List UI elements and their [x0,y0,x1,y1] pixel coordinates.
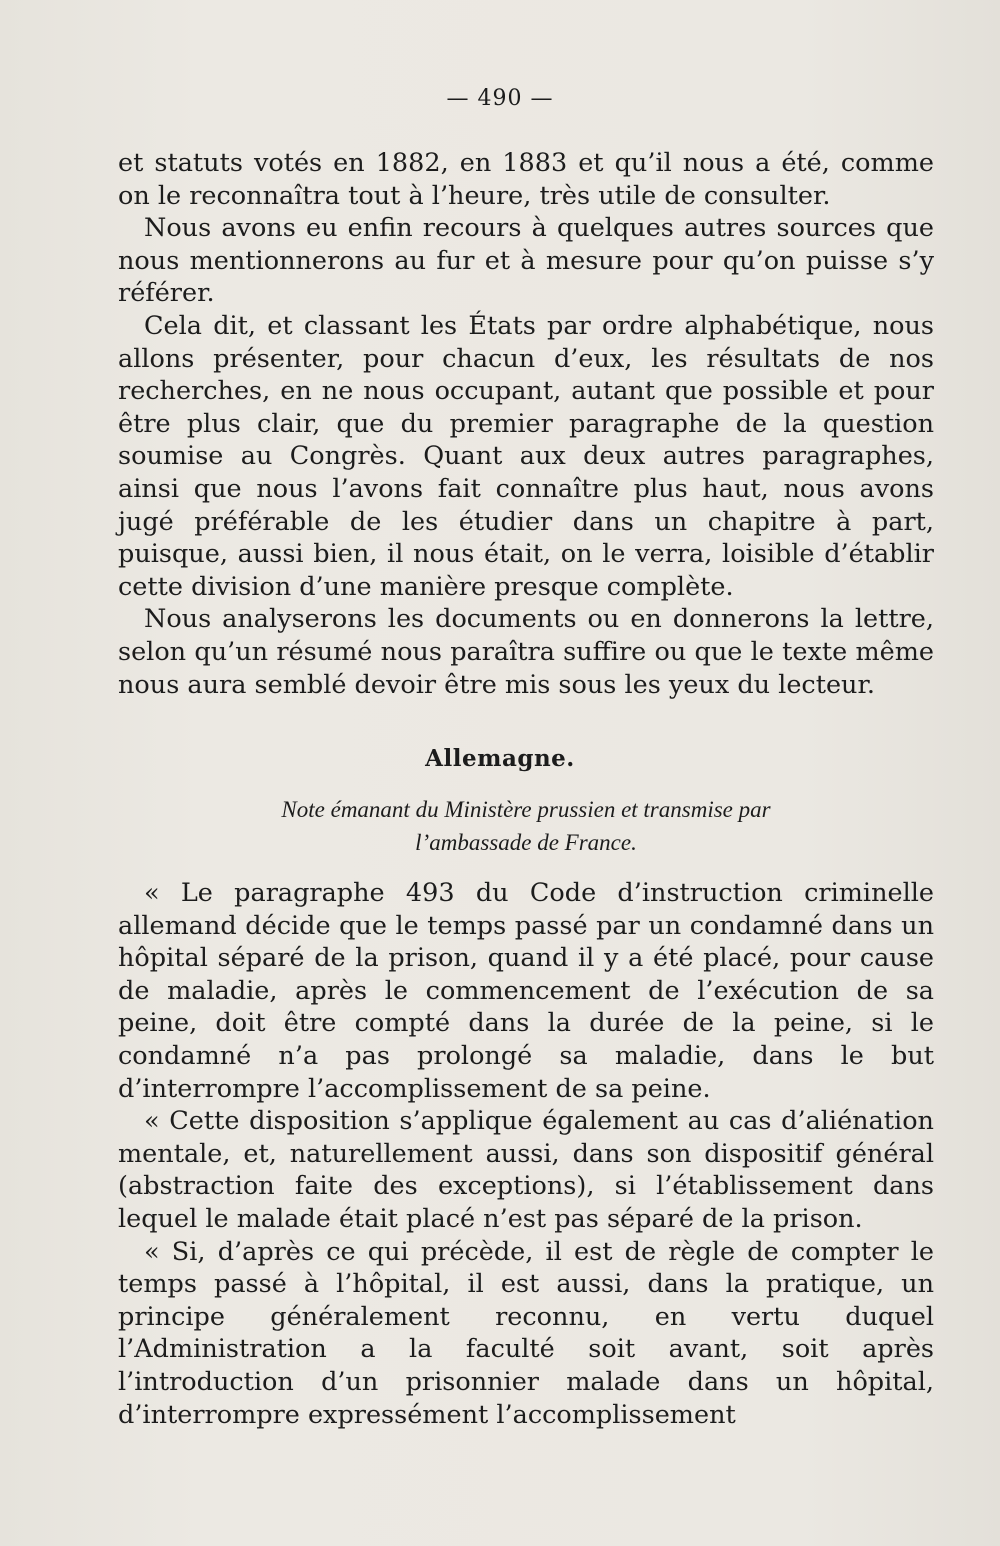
intro-paragraph-2: Nous avons eu enfin recours à quelques autres sources que nous mentionnerons au fur et à mesure pour qu’on puisse s’y référer. [118,213,934,309]
body-paragraph-1: « Le paragraphe 493 du Code d’instruction criminelle allemand décide que le temps passé par un condamné dans un hôpital séparé de la prison, quand il y a été placé, pour cause de maladie, après le commencement de l’exécution de sa peine, doit être compté dans la durée de la peine, si le condamné n’a pas prolongé sa maladie, dans le but d’interrompre l’accomplissement de sa peine. [118,878,934,1104]
body-paragraph-3: « Si, d’après ce qui précède, il est de règle de compter le temps passé à l’hôpital, il est aussi, dans la pratique, un principe généralement reconnu, en vertu duquel l’Administration a la faculté soit avant, soit après l’introduction d’un prisonnier malade dans un hôpital, d’interrompre expressément l’accomplissement [118,1236,934,1430]
section-note-line-1: Note émanant du Ministère prussien et transmise par [281,797,771,822]
body-text-block [118,877,934,1431]
page-number: — 490 — [446,86,554,111]
section-heading: Allemagne. [425,745,575,772]
intro-paragraph-1: et statuts votés en 1882, en 1883 et qu’il nous a été, comme on le reconnaîtra tout à l’heure, très utile de consulter. [118,148,934,211]
intro-paragraph-3: Cela dit, et classant les États par ordre alphabétique, nous allons présenter, pour chacun d’eux, les résultats de nos recherches, en ne nous occupant, autant que possible et pour être plus clair, que du premier paragraphe de la question soumise au Congrès. Quant aux deux autres paragraphes, ainsi que nous l’avons fait connaître plus haut, nous avons jugé préférable de les étudier dans un chapitre à part, puisque, aussi bien, il nous était, on le verra, loisible d’établir cette division d’une manière presque complète. [118,310,934,602]
intro-text-block [118,147,934,701]
section-note-line-2: l’ambassade de France. [415,830,637,855]
intro-paragraph-4: Nous analyserons les documents ou en donnerons la lettre, selon qu’un résumé nous paraîtra suffire ou que le texte même nous aura semblé devoir être mis sous les yeux du lecteur. [118,604,934,700]
section-note [118,793,934,859]
body-paragraph-2: « Cette disposition s’applique également au cas d’aliénation mentale, et, naturellement aussi, dans son dispositif général (abstraction faite des exceptions), si l’établissement dans lequel le malade était placé n’est pas séparé de la prison. [118,1106,934,1234]
